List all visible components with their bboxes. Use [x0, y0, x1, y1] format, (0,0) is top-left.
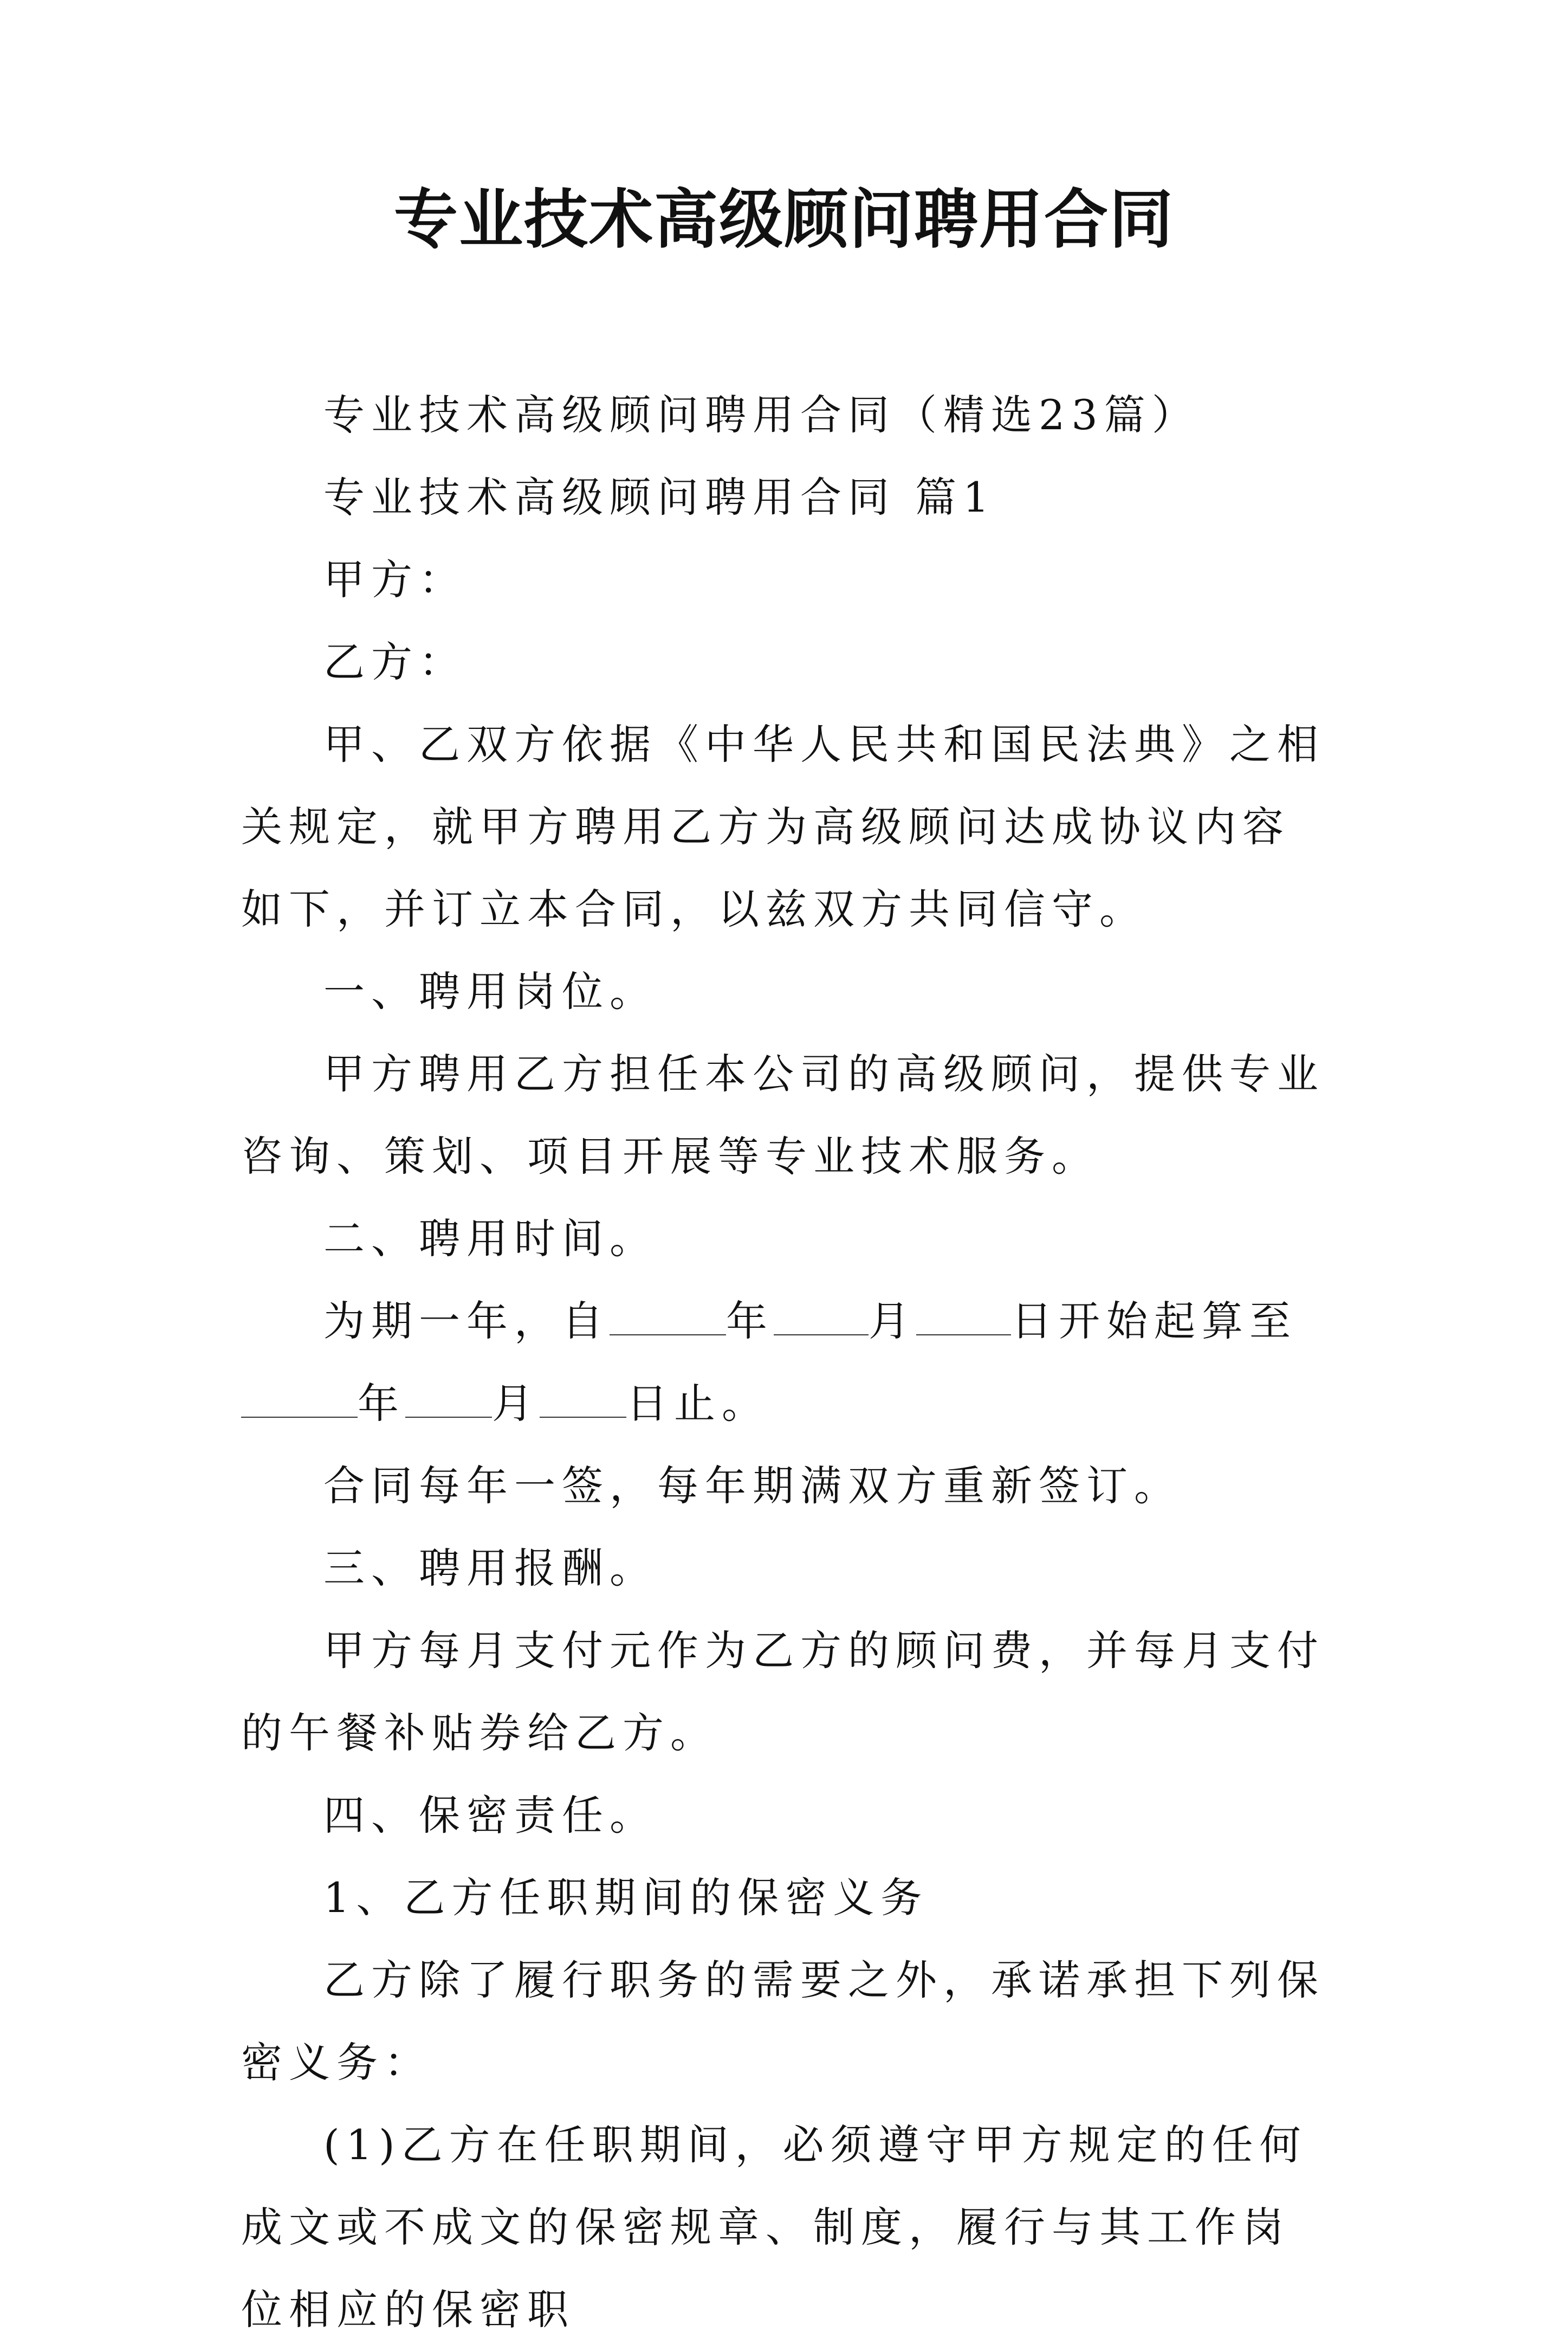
blank-end-day	[540, 1384, 626, 1418]
document-body	[241, 374, 1336, 2351]
paragraph-term	[241, 1280, 1336, 1445]
blank-start-month	[774, 1302, 869, 1335]
paragraph-position: 甲方聘用乙方担任本公司的高级顾问，提供专业咨询、策划、项目开展等专业技术服务。	[241, 1050, 1325, 1180]
term-year-end: 年	[358, 1379, 405, 1428]
subclause-heading-confidentiality: 1、乙方任职期间的保密义务	[323, 1874, 929, 1922]
clause-heading-term: 二、聘用时间。	[323, 1215, 657, 1263]
clause-heading-compensation: 三、聘用报酬。	[323, 1544, 657, 1592]
paragraph-compensation: 甲方每月支付元作为乙方的顾问费，并每月支付的午餐补贴券给乙方。	[241, 1626, 1325, 1757]
blank-end-year	[241, 1384, 358, 1418]
paragraph-subtitle: 专业技术高级顾问聘用合同（精选23篇）	[323, 391, 1200, 439]
term-day-end: 日止。	[626, 1379, 769, 1428]
term-month-start: 月	[869, 1297, 916, 1345]
blank-start-day	[916, 1302, 1011, 1335]
blank-start-year	[610, 1302, 726, 1335]
blank-end-month	[405, 1384, 492, 1418]
term-lead: 为期一年，自	[323, 1297, 610, 1345]
term-year-start: 年	[726, 1297, 774, 1345]
term-month-end: 月	[492, 1379, 540, 1428]
clause-heading-confidentiality: 四、保密责任。	[323, 1791, 657, 1839]
term-day-start: 日开始起算至	[1011, 1297, 1297, 1345]
paragraph-confidentiality-item-1: (1)乙方在任职期间，必须遵守甲方规定的任何成文或不成文的保密规章、制度，履行与其工作岗位相应的保密职	[241, 2121, 1307, 2334]
paragraph-renewal: 合同每年一签，每年期满双方重新签订。	[323, 1462, 1182, 1510]
document-title: 专业技术高级顾问聘用合同	[393, 182, 1174, 257]
paragraph-preamble: 甲、乙双方依据《中华人民共和国民法典》之相关规定，就甲方聘用乙方为高级顾问达成协议内容如下，并订立本合同，以兹双方共同信守。	[241, 720, 1325, 933]
party-b-label: 乙方：	[323, 638, 466, 686]
clause-heading-position: 一、聘用岗位。	[323, 967, 657, 1016]
paragraph-confidentiality-intro: 乙方除了履行职务的需要之外，承诺承担下列保密义务：	[241, 1956, 1325, 2087]
paragraph-section-heading: 专业技术高级顾问聘用合同 篇1	[323, 473, 996, 521]
party-a-label: 甲方：	[323, 556, 466, 604]
